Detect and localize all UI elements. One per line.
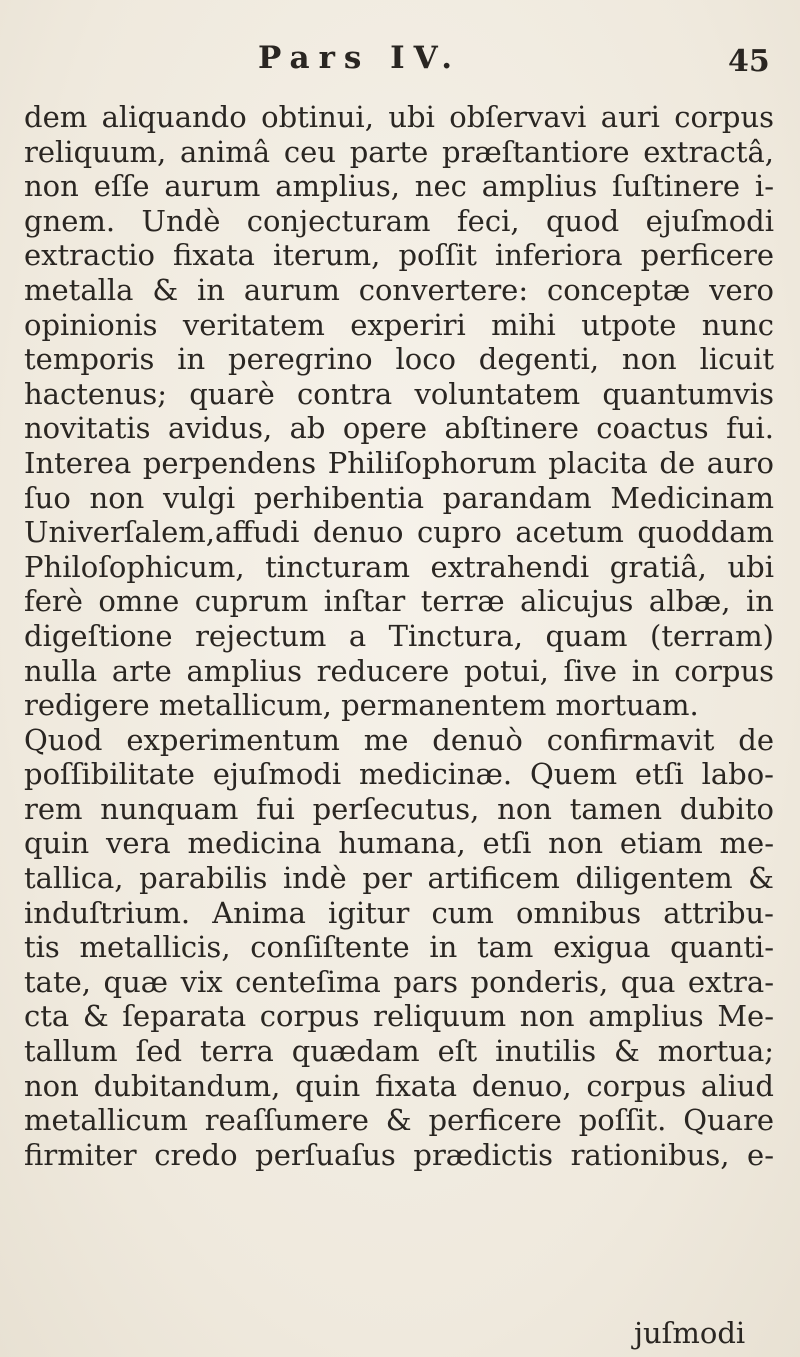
text-line: digeſtione rejectum a Tinctura, quam (terram)	[24, 618, 774, 653]
text-line: hactenus; quarè contra voluntatem quantumvis	[24, 376, 774, 411]
text-line: temporis in peregrino loco degenti, non licuit	[24, 342, 774, 377]
body-text	[24, 100, 774, 1172]
text-line: reliquum, animâ ceu parte præſtantiore extractâ,	[24, 134, 774, 169]
text-line: Univerſalem,affudi denuo cupro acetum quoddam	[24, 515, 774, 550]
text-line: ferè omne cuprum inſtar terræ alicujus albæ, in	[24, 584, 774, 619]
text-line: Quod experimentum me denuò confirmavit de	[24, 722, 774, 757]
page-header	[0, 40, 800, 84]
text-line: nulla arte amplius reducere potui, ſive in corpus	[24, 653, 774, 688]
page-number: 45	[728, 44, 770, 79]
text-line: extractio fixata iterum, poſſit inferiora perficere	[24, 238, 774, 273]
text-line: quin vera medicina humana, etſi non etiam me-	[24, 826, 774, 861]
text-line: induſtrium. Anima igitur cum omnibus attribu-	[24, 895, 774, 930]
catchword: juſmodi	[634, 1316, 746, 1350]
text-line: cta & ſeparata corpus reliquum non amplius Me-	[24, 999, 774, 1034]
text-line: Philoſophicum, tincturam extrahendi gratiâ, ubi	[24, 549, 774, 584]
text-line: metallicum reaſſumere & perficere poſſit. Quare	[24, 1103, 774, 1138]
text-line: tate, quæ vix centeſima pars ponderis, qua extra-	[24, 964, 774, 999]
text-line: rem nunquam fui perſecutus, non tamen dubito	[24, 791, 774, 826]
text-line: firmiter credo perſuaſus prædictis rationibus, e-	[24, 1137, 774, 1172]
text-line: tis metallicis, conſiſtente in tam exigua quanti-	[24, 930, 774, 965]
text-line: tallica, parabilis indè per artificem diligentem &	[24, 861, 774, 896]
running-head: Pars IV.	[258, 40, 462, 76]
text-line: redigere metallicum, permanentem mortuam.	[24, 688, 699, 723]
text-line: tallum ſed terra quædam eſt inutilis & mortua;	[24, 1034, 774, 1069]
text-line: gnem. Undè conjecturam feci, quod ejuſmodi	[24, 203, 774, 238]
text-line: dem aliquando obtinui, ubi obſervavi auri corpus	[24, 100, 774, 134]
text-line: non dubitandum, quin fixata denuo, corpus aliud	[24, 1068, 774, 1103]
text-line: novitatis avidus, ab opere abſtinere coactus fui.	[24, 411, 774, 446]
text-line: opinionis veritatem experiri mihi utpote nunc	[24, 307, 774, 342]
text-line: ſuo non vulgi perhibentia parandam Medicinam	[24, 480, 774, 515]
text-line: Interea perpendens Philiſophorum placita de auro	[24, 445, 774, 480]
text-line: non eſſe aurum amplius, nec amplius ſuſtinere i-	[24, 169, 774, 204]
text-line: metalla & in aurum convertere: conceptæ vero	[24, 272, 774, 307]
text-line: poſſibilitate ejuſmodi medicinæ. Quem etſi labo-	[24, 757, 774, 792]
